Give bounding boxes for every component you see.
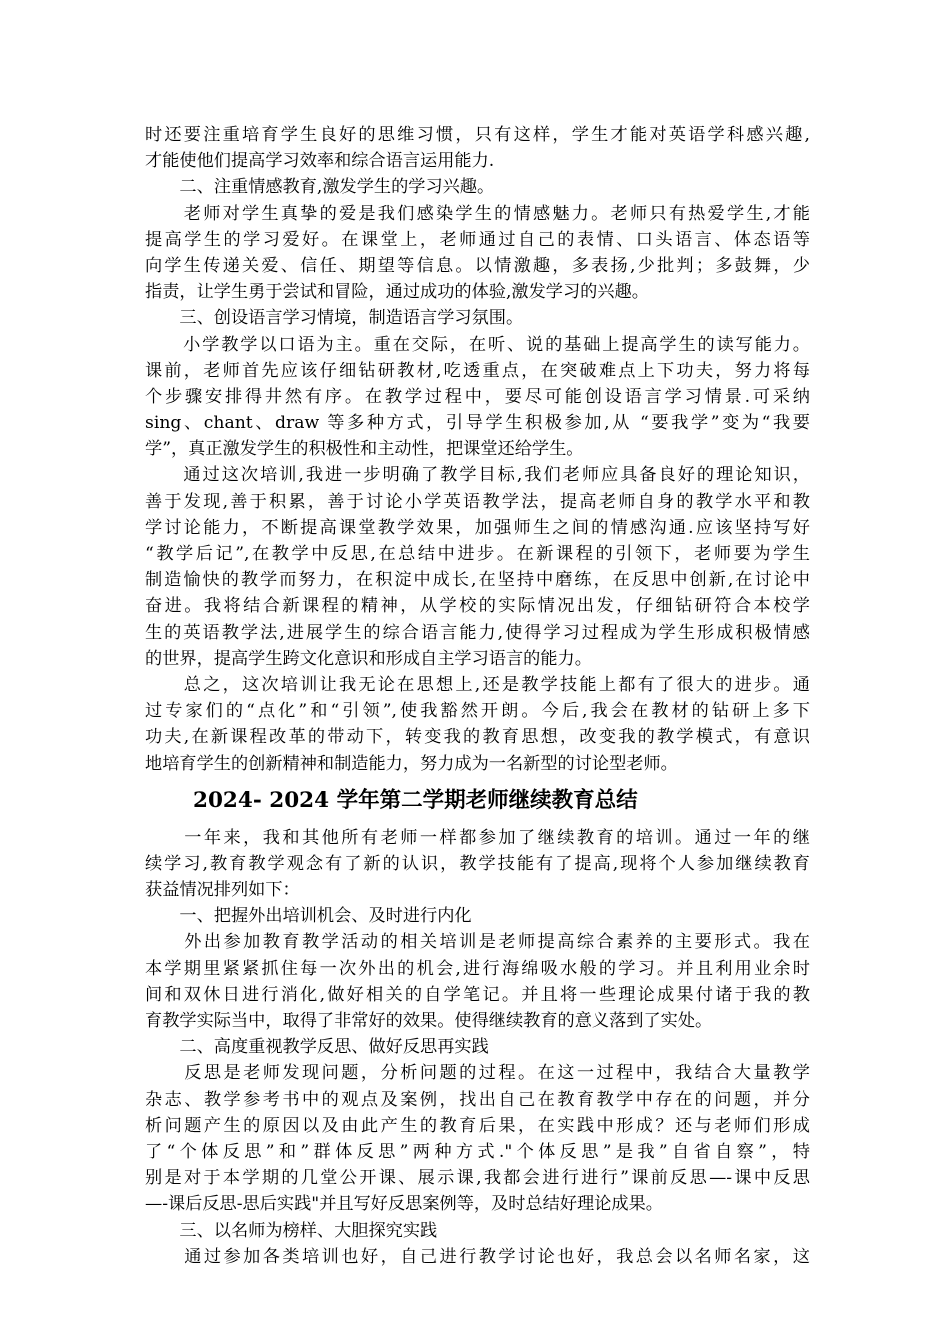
text-line: 育教学实际当中，取得了非常好的效果。使得继续教育的意义落到了实处。 — [145, 1011, 713, 1031]
text-line: 地培育学生的创新精神和制造能力，努力成为一名新型的讨论型老师。 — [145, 753, 678, 774]
text-line: 一、把握外出培训机会、及时进行内化 — [145, 906, 472, 927]
text-line: 功夫,在新课程改革的带动下，转变我的教育思想，改变我的教学模式，有意识 — [145, 727, 810, 748]
text-line: 学讨论能力，不断提高课堂教学效果，加强师生之间的情感沟通.应该坚持写好 — [145, 517, 810, 538]
summary-section-2 — [145, 825, 810, 1270]
text-line: 析问题产生的原因以及由此产生的教育后果，在实践中形成？还与老师们形成 — [145, 1115, 810, 1136]
text-line: 课前，老师首先应该仔细钻研教材,吃透重点，在突破难点上下功夫，努力将每 — [145, 360, 810, 381]
text-line: 了“个体反思”和”群体反思”两种方式."个体反思”是我”自省自察”，特 — [145, 1141, 810, 1162]
text-line: 指责，让学生勇于尝试和冒险，通过成功的体验,激发学习的兴趣。 — [145, 282, 649, 303]
text-line: 总之，这次培训让我无论在思想上,还是教学技能上都有了很大的进步。通 — [145, 674, 810, 695]
text-line: 奋进。我将结合新课程的精神，从学校的实际情况出发，仔细钻研符合本校学 — [145, 596, 810, 617]
text-line: 获益情况排列如下： — [145, 880, 300, 901]
text-line: 向学生传递关爱、信任、期望等信息。以情激趣，多表扬,少批判；多鼓舞，少 — [145, 255, 810, 276]
document-page — [145, 122, 810, 1270]
text-line: 三、创设语言学习情境，制造语言学习氛围。 — [145, 308, 524, 329]
text-line: 善于发现,善于积累，善于讨论小学英语教学法，提高老师自身的教学水平和教 — [145, 491, 810, 512]
text-line: 二、高度重视教学反思、做好反思再实践 — [145, 1037, 489, 1058]
text-line: 老师对学生真挚的爱是我们感染学生的情感魅力。老师只有热爱学生,才能 — [145, 203, 810, 224]
text-line: 制造愉快的教学而努力，在积淀中成长,在坚持中磨练，在反思中创新,在讨论中 — [145, 570, 810, 591]
text-line: 个步骤安排得井然有序。在教学过程中，要尽可能创设语言学习情景.可采纳 — [145, 386, 810, 407]
text-line: 反思是老师发现问题，分析问题的过程。在这一过程中，我结合大量教学 — [145, 1063, 810, 1084]
text-line: sing、chant、draw 等多种方式，引导学生积极参加,从 “要我学”变为“我要 — [145, 413, 810, 434]
text-line: 提高学生的学习爱好。在课堂上，老师通过自己的表情、口头语言、体态语等 — [145, 229, 810, 250]
summary-section-1 — [145, 122, 810, 777]
text-line: 通过参加各类培训也好，自己进行教学讨论也好，我总会以名师名家，这 — [145, 1246, 810, 1267]
text-line: 通过这次培训,我进一步明确了教学目标,我们老师应具备良好的理论知识， — [145, 465, 810, 486]
text-line: 的世界，提高学生跨文化意识和形成自主学习语言的能力。 — [145, 648, 592, 669]
text-line: 二、注重情感教育,激发学生的学习兴趣。 — [145, 177, 495, 198]
text-line: 时还要注重培育学生良好的思维习惯，只有这样，学生才能对英语学科感兴趣, — [145, 125, 810, 145]
text-line: 学”，真正激发学生的积极性和主动性，把课堂还给学生。 — [145, 439, 584, 460]
text-line: 续学习,教育教学观念有了新的认识，教学技能有了提高,现将个人参加继续教育 — [145, 853, 810, 874]
text-line: “教学后记”,在教学中反思,在总结中进步。在新课程的引领下，老师要为学生 — [145, 544, 810, 564]
text-line: 一年来，我和其他所有老师一样都参加了继续教育的培训。通过一年的继 — [145, 827, 810, 848]
document-title: 2024- 2024 学年第二学期老师继续教育总结 — [193, 787, 638, 813]
text-line: —-课后反思-思后实践"并且写好反思案例等，及时总结好理论成果。 — [145, 1194, 663, 1215]
text-line: 生的英语教学法,进展学生的综合语言能力,使得学习过程成为学生形成积极情感 — [145, 622, 810, 643]
text-line: 间和双休日进行消化,做好相关的自学笔记。并且将一些理论成果付诸于我的教 — [145, 984, 810, 1005]
text-line: 杂志、教学参考书中的观点及案例，找出自己在教育教学中存在的问题，并分 — [145, 1089, 810, 1110]
text-line: 过专家们的“点化”和“引领”,使我豁然开朗。今后,我会在教材的钻研上多下 — [145, 701, 810, 722]
text-line: 小学教学以口语为主。重在交际，在听、说的基础上提高学生的读写能力。 — [145, 334, 810, 355]
text-line: 别是对于本学期的几堂公开课、展示课,我都会进行进行”课前反思—-课中反思 — [145, 1168, 810, 1189]
text-line: 本学期里紧紧抓住每一次外出的机会,进行海绵吸水般的学习。并且利用业余时 — [145, 958, 810, 979]
text-line: 三、以名师为榜样、大胆探究实践 — [145, 1220, 438, 1241]
text-line: 才能使他们提高学习效率和综合语言运用能力. — [145, 151, 495, 172]
text-line: 外出参加教育教学活动的相关培训是老师提高综合素养的主要形式。我在 — [145, 932, 810, 953]
